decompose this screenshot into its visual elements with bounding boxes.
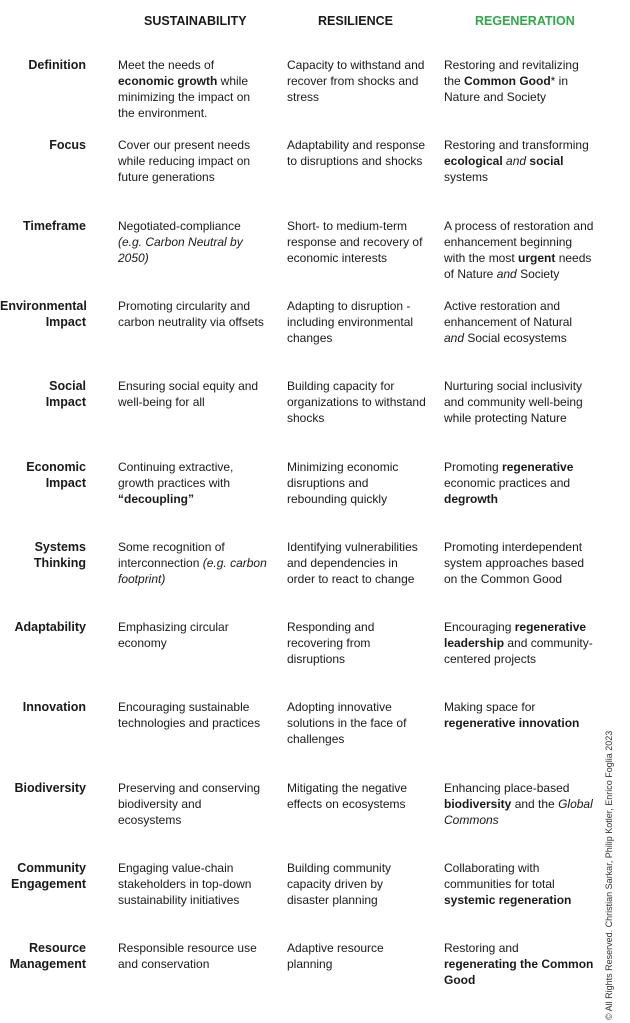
row-label-line: Impact (45, 314, 86, 329)
table-row (0, 298, 610, 378)
row-label (0, 459, 86, 491)
cell-sustainability (118, 378, 268, 410)
cell-sustainability (118, 940, 268, 972)
cell-text: social (526, 154, 564, 169)
cell-regeneration (444, 459, 594, 507)
cell-text: Restoring and transforming (444, 138, 589, 153)
cell-resilience (287, 539, 427, 587)
cell-text: Promoting (444, 459, 503, 474)
row-label-line: Timeframe (23, 218, 86, 233)
cell-regeneration (444, 137, 594, 185)
cell-text: Cover our present needs while reducing impact on future generations (118, 138, 251, 185)
cell-text: urgent (518, 250, 556, 265)
cell-sustainability (118, 137, 268, 185)
cell-text: regenerative leadership (444, 620, 587, 651)
cell-resilience (287, 699, 427, 747)
cell-text: and (444, 330, 465, 345)
row-label-line: Adaptability (14, 620, 86, 635)
row-label-line: Resource (29, 941, 86, 956)
row-label-line: Economic (26, 459, 86, 474)
cell-text: Nurturing social inclusivity and community well-being while protecting Nature (444, 379, 583, 426)
cell-regeneration (444, 218, 594, 282)
cell-sustainability (118, 459, 268, 507)
cell-text: Meet the needs of (118, 58, 215, 72)
cell-text: Minimizing economic disruptions and rebounding quickly (287, 459, 399, 506)
cell-regeneration (444, 378, 594, 426)
cell-text: Emphasizing circular economy (118, 620, 229, 651)
copyright-notice: © All Rights Reserved. Christian Sarkar, Philip Kotler, Enrico Foglia 2023 (604, 730, 614, 1020)
cell-text: and the (511, 796, 559, 811)
cell-text: Responsible resource use and conservation (118, 941, 257, 972)
header-regeneration: REGENERATION (475, 14, 575, 28)
cell-text: Social ecosystems (464, 330, 567, 345)
row-label (0, 940, 86, 972)
cell-text: Common Good (464, 74, 551, 88)
row-label (0, 619, 86, 635)
cell-text: Encouraging (444, 620, 515, 635)
row-label (0, 218, 86, 234)
cell-sustainability (118, 619, 268, 651)
cell-regeneration (444, 699, 594, 731)
cell-sustainability (118, 218, 268, 266)
cell-text: and community-centered projects (444, 636, 593, 667)
cell-text: systems (444, 170, 489, 185)
cell-text: while minimizing the impact on the environment. (118, 74, 251, 120)
table-row (0, 619, 610, 699)
cell-text: Making space for (444, 700, 536, 715)
cell-text: Building capacity for organizations to withstand shocks (287, 379, 426, 426)
cell-text: (e.g. carbon footprint) (118, 555, 267, 586)
cell-text: Promoting circularity and carbon neutrality via offsets (118, 298, 264, 329)
table-row (0, 780, 610, 860)
cell-text: Capacity to withstand and recover from shocks and stress (287, 58, 425, 104)
cell-text: Adopting innovative solutions in the face of challenges (287, 700, 407, 747)
cell-text: Promoting interdependent system approaches based on the Common Good (444, 539, 585, 586)
cell-regeneration (444, 940, 594, 988)
cell-text: Adapting to disruption - including environmental changes (287, 298, 414, 345)
row-label (0, 137, 86, 153)
row-label-line: Systems (34, 539, 86, 554)
cell-regeneration (444, 539, 594, 587)
table-row (0, 699, 610, 779)
row-label (0, 780, 86, 796)
table-row (0, 940, 610, 1020)
cell-text: Encouraging sustainable technologies and practices (118, 700, 261, 731)
cell-text: A process of restoration and enhancement beginning with the most (444, 218, 594, 265)
cell-text: (e.g. Carbon Neutral by 2050) (118, 234, 243, 265)
cell-text: Global Commons (444, 796, 593, 827)
row-label-line: Definition (28, 58, 86, 72)
cell-text: Mitigating the negative effects on ecosystems (287, 780, 408, 811)
cell-text: needs of Nature (444, 250, 592, 281)
cell-text: and (496, 266, 517, 281)
row-label (0, 539, 86, 571)
cell-text: systemic regeneration (444, 893, 572, 907)
row-label (0, 298, 86, 330)
cell-text: Short- to medium-term response and recovery of economic interests (287, 218, 423, 265)
row-label-line: Focus (49, 138, 86, 153)
cell-text: Adaptive resource planning (287, 941, 384, 972)
cell-text: Negotiated-compliance (118, 218, 241, 233)
table-row (0, 137, 610, 217)
cell-text: Building community capacity driven by disaster planning (287, 861, 392, 907)
row-label-line: Thinking (33, 555, 86, 570)
row-label-line: Management (9, 957, 86, 972)
cell-sustainability (118, 57, 268, 121)
row-label-line: Impact (45, 475, 86, 490)
table-row (0, 459, 610, 539)
table-row (0, 860, 610, 940)
row-label (0, 57, 86, 73)
cell-text: Engaging value-chain stakeholders in top-down sustainability initiatives (118, 861, 252, 907)
cell-resilience (287, 218, 427, 266)
cell-resilience (287, 860, 427, 908)
cell-text: Responding and recovering from disruptions (287, 620, 375, 667)
header-resilience: RESILIENCE (318, 14, 394, 28)
cell-resilience (287, 378, 427, 426)
cell-text: degrowth (444, 491, 498, 506)
row-label-line: Community (17, 861, 86, 875)
cell-sustainability (118, 298, 268, 330)
cell-regeneration (444, 298, 594, 346)
row-label-line: Engagement (10, 877, 86, 891)
cell-text: Restoring and revitalizing the (444, 58, 579, 88)
table-row (0, 57, 610, 137)
row-label (0, 860, 86, 892)
cell-text: Society (516, 266, 560, 281)
cell-text: Identifying vulnerabilities and dependencies in order to react to change (287, 539, 418, 586)
cell-text: regenerating the Common Good (444, 957, 594, 988)
cell-text: “decoupling” (118, 491, 194, 506)
cell-sustainability (118, 780, 268, 828)
cell-text: * in Nature and Society (444, 74, 569, 104)
cell-text: Restoring and (444, 941, 519, 956)
cell-text: Ensuring social equity and well-being for all (118, 379, 259, 410)
cell-text: Enhancing place-based (444, 780, 570, 795)
row-label-line: Social (49, 379, 86, 394)
cell-resilience (287, 459, 427, 507)
cell-text: and (506, 154, 527, 169)
cell-text: regenerative innovation (444, 716, 580, 731)
cell-text: Continuing extractive, growth practices with (118, 459, 234, 490)
cell-resilience (287, 940, 427, 972)
table-row (0, 218, 610, 298)
cell-text: Active restoration and enhancement of Natural (444, 298, 573, 329)
cell-text: Collaborating with communities for total (444, 861, 555, 891)
row-label-line: Environmental (0, 298, 87, 313)
cell-sustainability (118, 860, 268, 908)
cell-text: regenerative (502, 459, 574, 474)
table-row (0, 378, 610, 458)
cell-regeneration (444, 619, 594, 667)
row-label (0, 699, 86, 715)
cell-text: economic practices and (444, 475, 571, 490)
cell-text: biodiversity (444, 796, 512, 811)
cell-sustainability (118, 699, 268, 731)
header-sustainability: SUSTAINABILITY (144, 14, 247, 28)
cell-sustainability (118, 539, 268, 587)
cell-resilience (287, 57, 427, 105)
cell-regeneration (444, 57, 594, 105)
cell-resilience (287, 137, 427, 169)
cell-resilience (287, 780, 427, 812)
cell-text: Preserving and conserving biodiversity and ecosystems (118, 780, 261, 827)
table-row (0, 539, 610, 619)
row-label-line: Biodiversity (14, 780, 86, 795)
row-label (0, 378, 86, 410)
cell-text: Adaptability and response to disruptions and shocks (287, 138, 426, 169)
cell-resilience (287, 619, 427, 667)
row-label-line: Impact (45, 395, 86, 410)
cell-text: economic growth (118, 74, 218, 88)
cell-text: ecological (444, 154, 507, 169)
row-label-line: Innovation (22, 700, 86, 715)
cell-regeneration (444, 860, 594, 908)
cell-resilience (287, 298, 427, 346)
cell-regeneration (444, 780, 594, 828)
cell-text: Some recognition of interconnection (118, 539, 225, 570)
